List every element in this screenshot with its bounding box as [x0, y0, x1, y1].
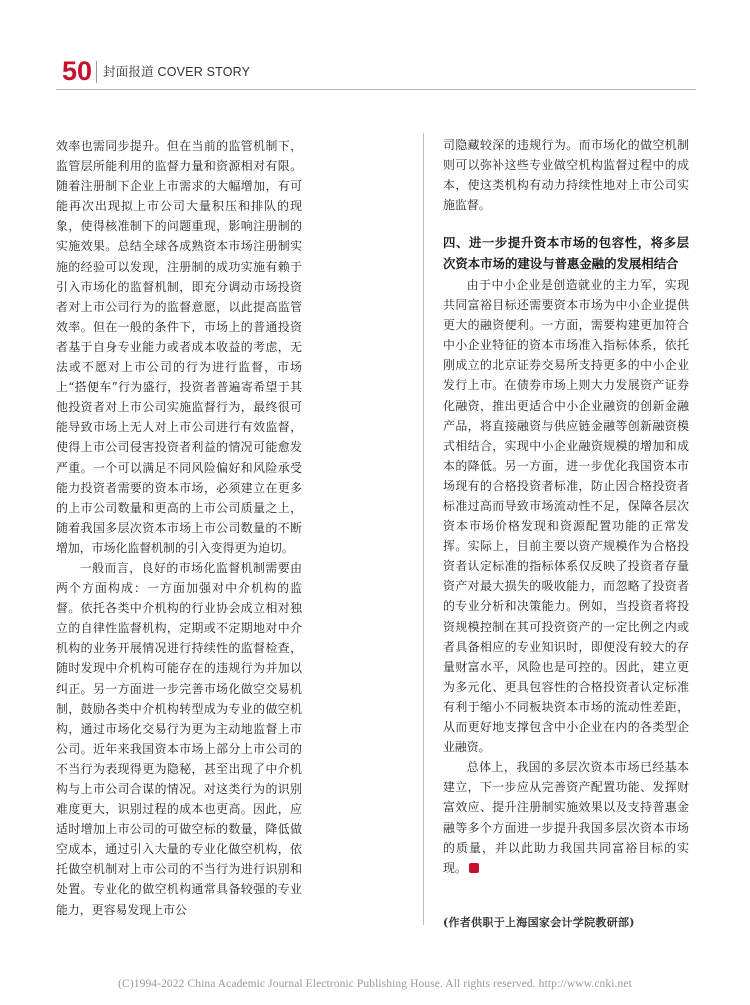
- page-number: 50: [62, 56, 93, 86]
- author-note: (作者供职于上海国家会计学院教研部): [443, 916, 635, 929]
- right-column: [443, 135, 689, 878]
- body-paragraph: 一般而言，良好的市场化监督机制需要由两个方面构成：一方面加强对中介机构的监督。依托各类中介机构的行业协会成立相对独立的自律性监督机构，定期或不定期地对中介机构的业务开展情况进行持续性的监督检查，随时发现中介机构可能存在的违规行为并加以纠正。另一方面进一步完善市场化做空交易机制，鼓励各类中介机构转型成为专业的做空机构，通过市场化交易行为更为主动地监督上市公司。近年来我国资本市场上部分上市公司的不当行为表现得更为隐秘，甚至出现了中介机构与上市公司合谋的情况。对这类行为的识别难度更大，识别过程的成本也更高。因此，应适时增加上市公司的可做空标的数量，降低做空成本，通过引入大量的专业化做空机构，依托做空机制对上市公司的不当行为进行识别和处置。专业化的做空机构通常具备较强的专业能力，更容易发现上市公: [56, 560, 302, 917]
- end-mark-icon: [469, 863, 479, 873]
- body-paragraph: 司隐藏较深的违规行为。而市场化的做空机制则可以弥补这些专业做空机构监督过程中的成本，使这类机构有动力持续性地对上市公司实施监督。: [443, 138, 689, 213]
- section-heading: 四、进一步提升资本市场的包容性，将多层次资本市场的建设与普惠金融的发展相结合: [443, 235, 689, 272]
- left-column: [56, 136, 302, 920]
- body-paragraph: 效率也需同步提升。但在当前的监管机制下，监管层所能利用的监督力量和资源相对有限。随着注册制下企业上市需求的大幅增加，有可能再次出现拟上市公司大量积压和排队的现象，使得核准制下的问题重现，影响注册制的实施效果。总结全球各成熟资本市场注册制实施的经验可以发现，注册制的成功实施有赖于引入市场化的监督机制，即充分调动市场投资者对上市公司行为的监督意愿，以此提高监管效率。但在一般的条件下，市场上的普通投资者基于自身专业能力或者成本收益的考虑，无法或不愿对上市公司的行为进行监督，市场上“搭便车”行为盛行，投资者普遍寄希望于其他投资者对上市公司实施监督行为，最终很可能导致市场上无人对上市公司进行有效监督，使得上市公司侵害投资者利益的情况可能愈发严重。一个可以满足不同风险偏好和风险承受能力投资者需要的资本市场，必须建立在更多的上市公司数量和更高的上市公司质量之上，随着我国多层次资本市场上市公司数量的不断增加，市场化监督机制的引入变得更为迫切。: [56, 139, 302, 555]
- column-divider: [423, 133, 424, 925]
- header-divider: [96, 61, 97, 83]
- final-paragraph-text: 总体上，我国的多层次资本市场已经基本建立，下一步应从完善资产配置功能、发挥财富效应、提升注册制实施效果以及支持普惠金融等多个方面进一步提升我国多层次资本市场的质量，并以此助力我国共同富裕目标的实现。: [443, 760, 689, 875]
- body-paragraph-final: [443, 757, 689, 878]
- body-paragraph: 由于中小企业是创造就业的主力军，实现共同富裕目标还需要资本市场为中小企业提供更大的融资便利。一方面，需要构建更加符合中小企业特征的资本市场准入指标体系，依托刚成立的北京证券交易所支持更多的中小企业发行上市。在债券市场上则大力发展资产证券化融资，推出更适合中小企业融资的创新金融产品，将直接融资与供应链金融等创新融资模式相结合，实现中小企业融资规模的增加和成本的降低。另一方面，进一步优化我国资本市场现有的合格投资者标准，防止因合格投资者标准过高而导致市场流动性不足，保障各层次资本市场价格发现和资源配置功能的正常发挥。实际上，目前主要以资产规模作为合格投资者认定标准的指标体系仅反映了投资者存量资产对最大损失的吸收能力，而忽略了投资者的专业分析和决策能力。例如，当投资者将投资规模控制在其可投资资产的一定比例之内或者具备相应的专业知识时，即便没有较大的存量财富水平，风险也是可控的。因此，建立更为多元化、更具包容性的合格投资者认定标准有利于缩小不同板块资本市场的流动性差距，从而更好地支撑包含中小企业在内的各类型企业融资。: [443, 277, 689, 755]
- page-header: [56, 52, 696, 92]
- header-rule: [56, 89, 696, 90]
- copyright-footer: (C)1994-2022 China Academic Journal Electronic Publishing House. All rights reserved. http://www.cnki.net: [118, 978, 632, 990]
- section-title: 封面报道 COVER STORY: [103, 65, 251, 79]
